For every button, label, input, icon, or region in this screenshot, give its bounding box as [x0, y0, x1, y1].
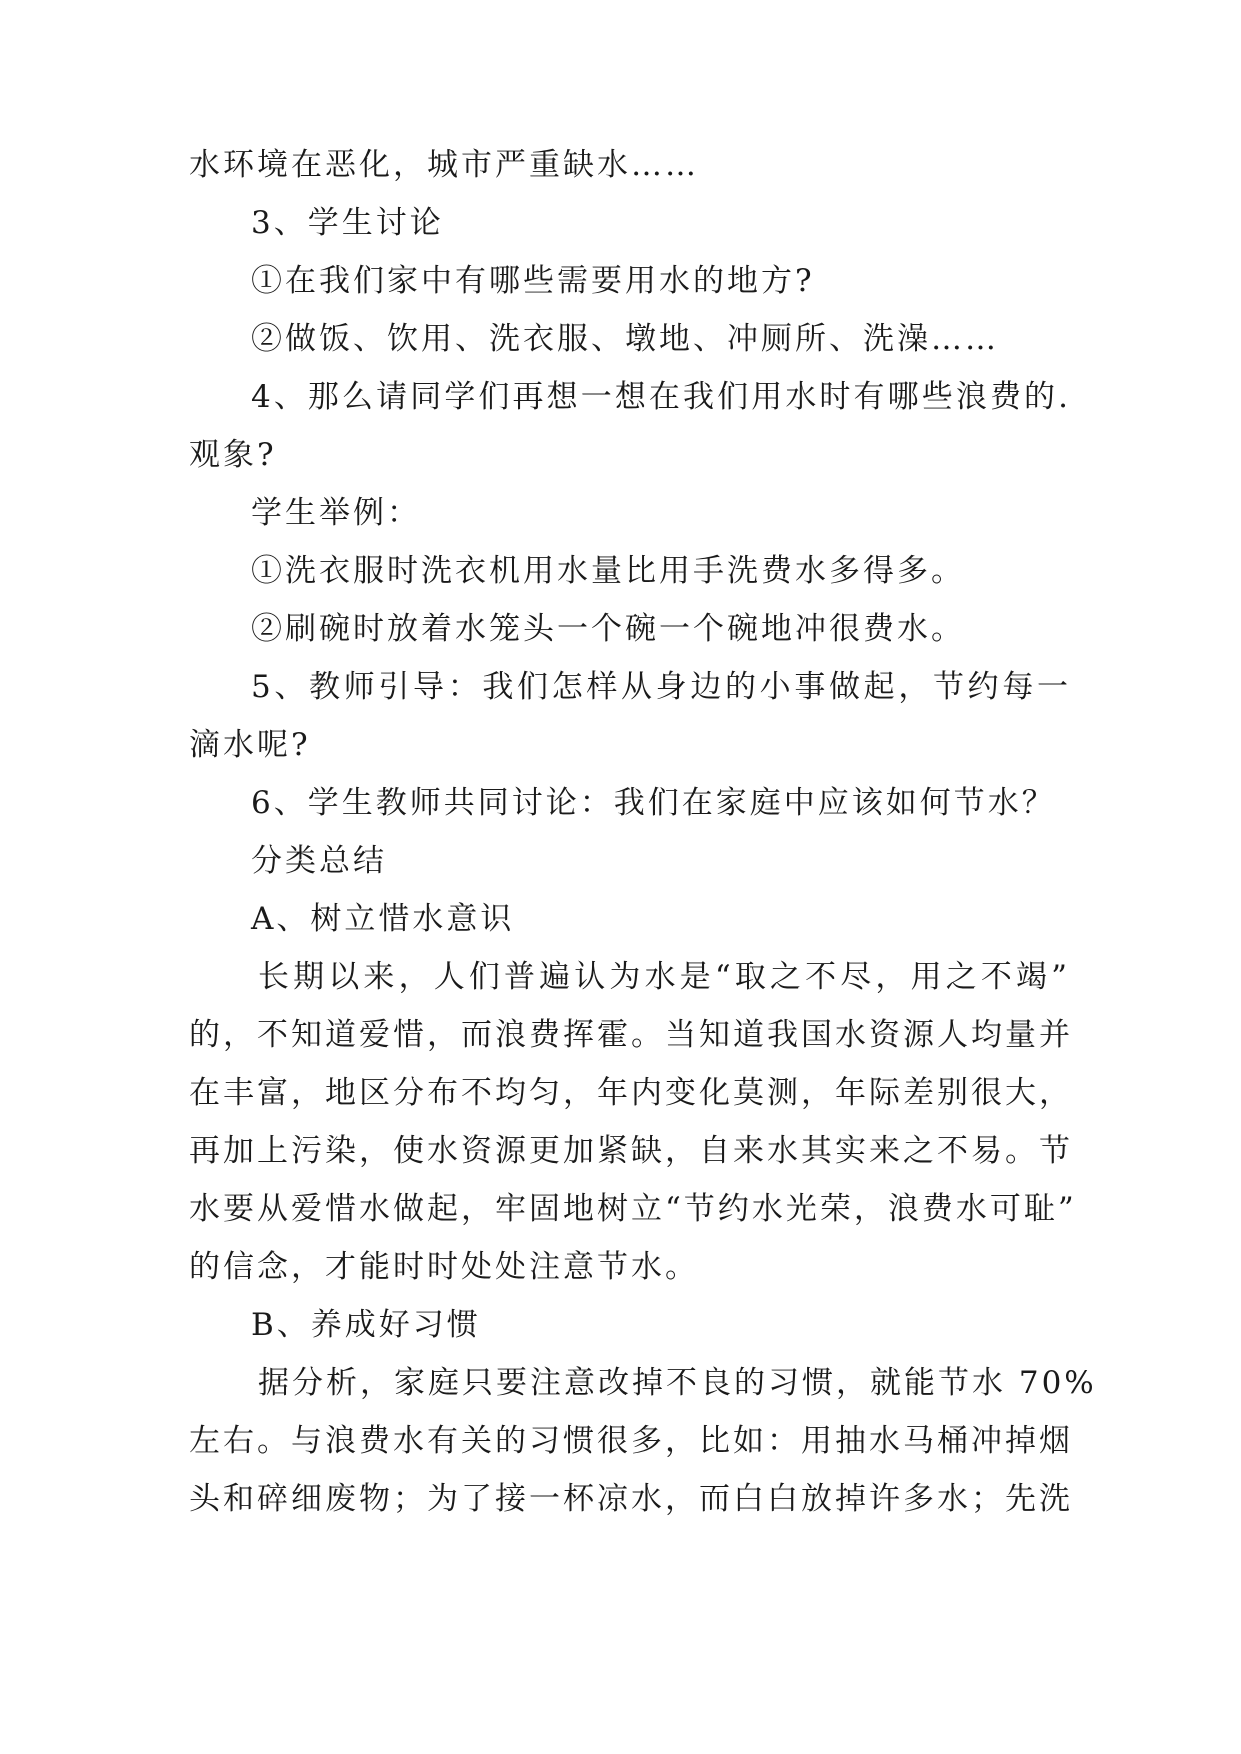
text-line: ②做饭、饮用、洗衣服、墩地、冲厕所、洗澡…… [251, 321, 999, 357]
text-line: ②刷碗时放着水笼头一个碗一个碗地冲很费水。 [251, 611, 965, 647]
text-line: 滴水呢? [189, 727, 311, 763]
text-line: ①洗衣服时洗衣机用水量比用手洗费水多得多。 [251, 553, 965, 589]
text-line: 的信念，才能时时处处注意节水。 [189, 1249, 699, 1285]
text-line: 4、那么请同学们再想一想在我们用水时有哪些浪费的. [251, 379, 1071, 415]
text-line: 再加上污染，使水资源更加紧缺，自来水其实来之不易。节 [189, 1133, 1073, 1169]
text-line: 在丰富，地区分布不均匀，年内变化莫测，年际差别很大， [189, 1075, 1073, 1111]
text-line: 3、学生讨论 [251, 205, 444, 241]
text-line: 水要从爱惜水做起，牢固地树立“节约水光荣，浪费水可耻” [189, 1191, 1077, 1227]
text-line: 6、学生教师共同讨论：我们在家庭中应该如何节水？ [251, 785, 1056, 821]
text-line: 分类总结 [251, 843, 387, 879]
text-line: 的，不知道爱惜，而浪费挥霍。当知道我国水资源人均量并 [189, 1017, 1073, 1053]
text-line: 观象? [189, 437, 277, 473]
text-line: 左右。与浪费水有关的习惯很多，比如：用抽水马桶冲掉烟 [189, 1423, 1073, 1459]
text-line: ①在我们家中有哪些需要用水的地方? [251, 263, 815, 299]
text-line: 水环境在恶化，城市严重缺水…… [189, 147, 699, 183]
text-line: 5、教师引导：我们怎样从身边的小事做起，节约每一 [251, 669, 1071, 705]
text-line: A、树立惜水意识 [251, 901, 515, 937]
text-line: 长期以来，人们普遍认为水是“取之不尽，用之不竭” [258, 959, 1070, 995]
text-line: 学生举例： [251, 495, 421, 531]
text-line: B、养成好习惯 [251, 1307, 481, 1343]
text-line: 据分析，家庭只要注意改掉不良的习惯，就能节水 70% [258, 1365, 1097, 1401]
text-line: 头和碎细废物；为了接一杯凉水，而白白放掉许多水；先洗 [189, 1481, 1073, 1517]
